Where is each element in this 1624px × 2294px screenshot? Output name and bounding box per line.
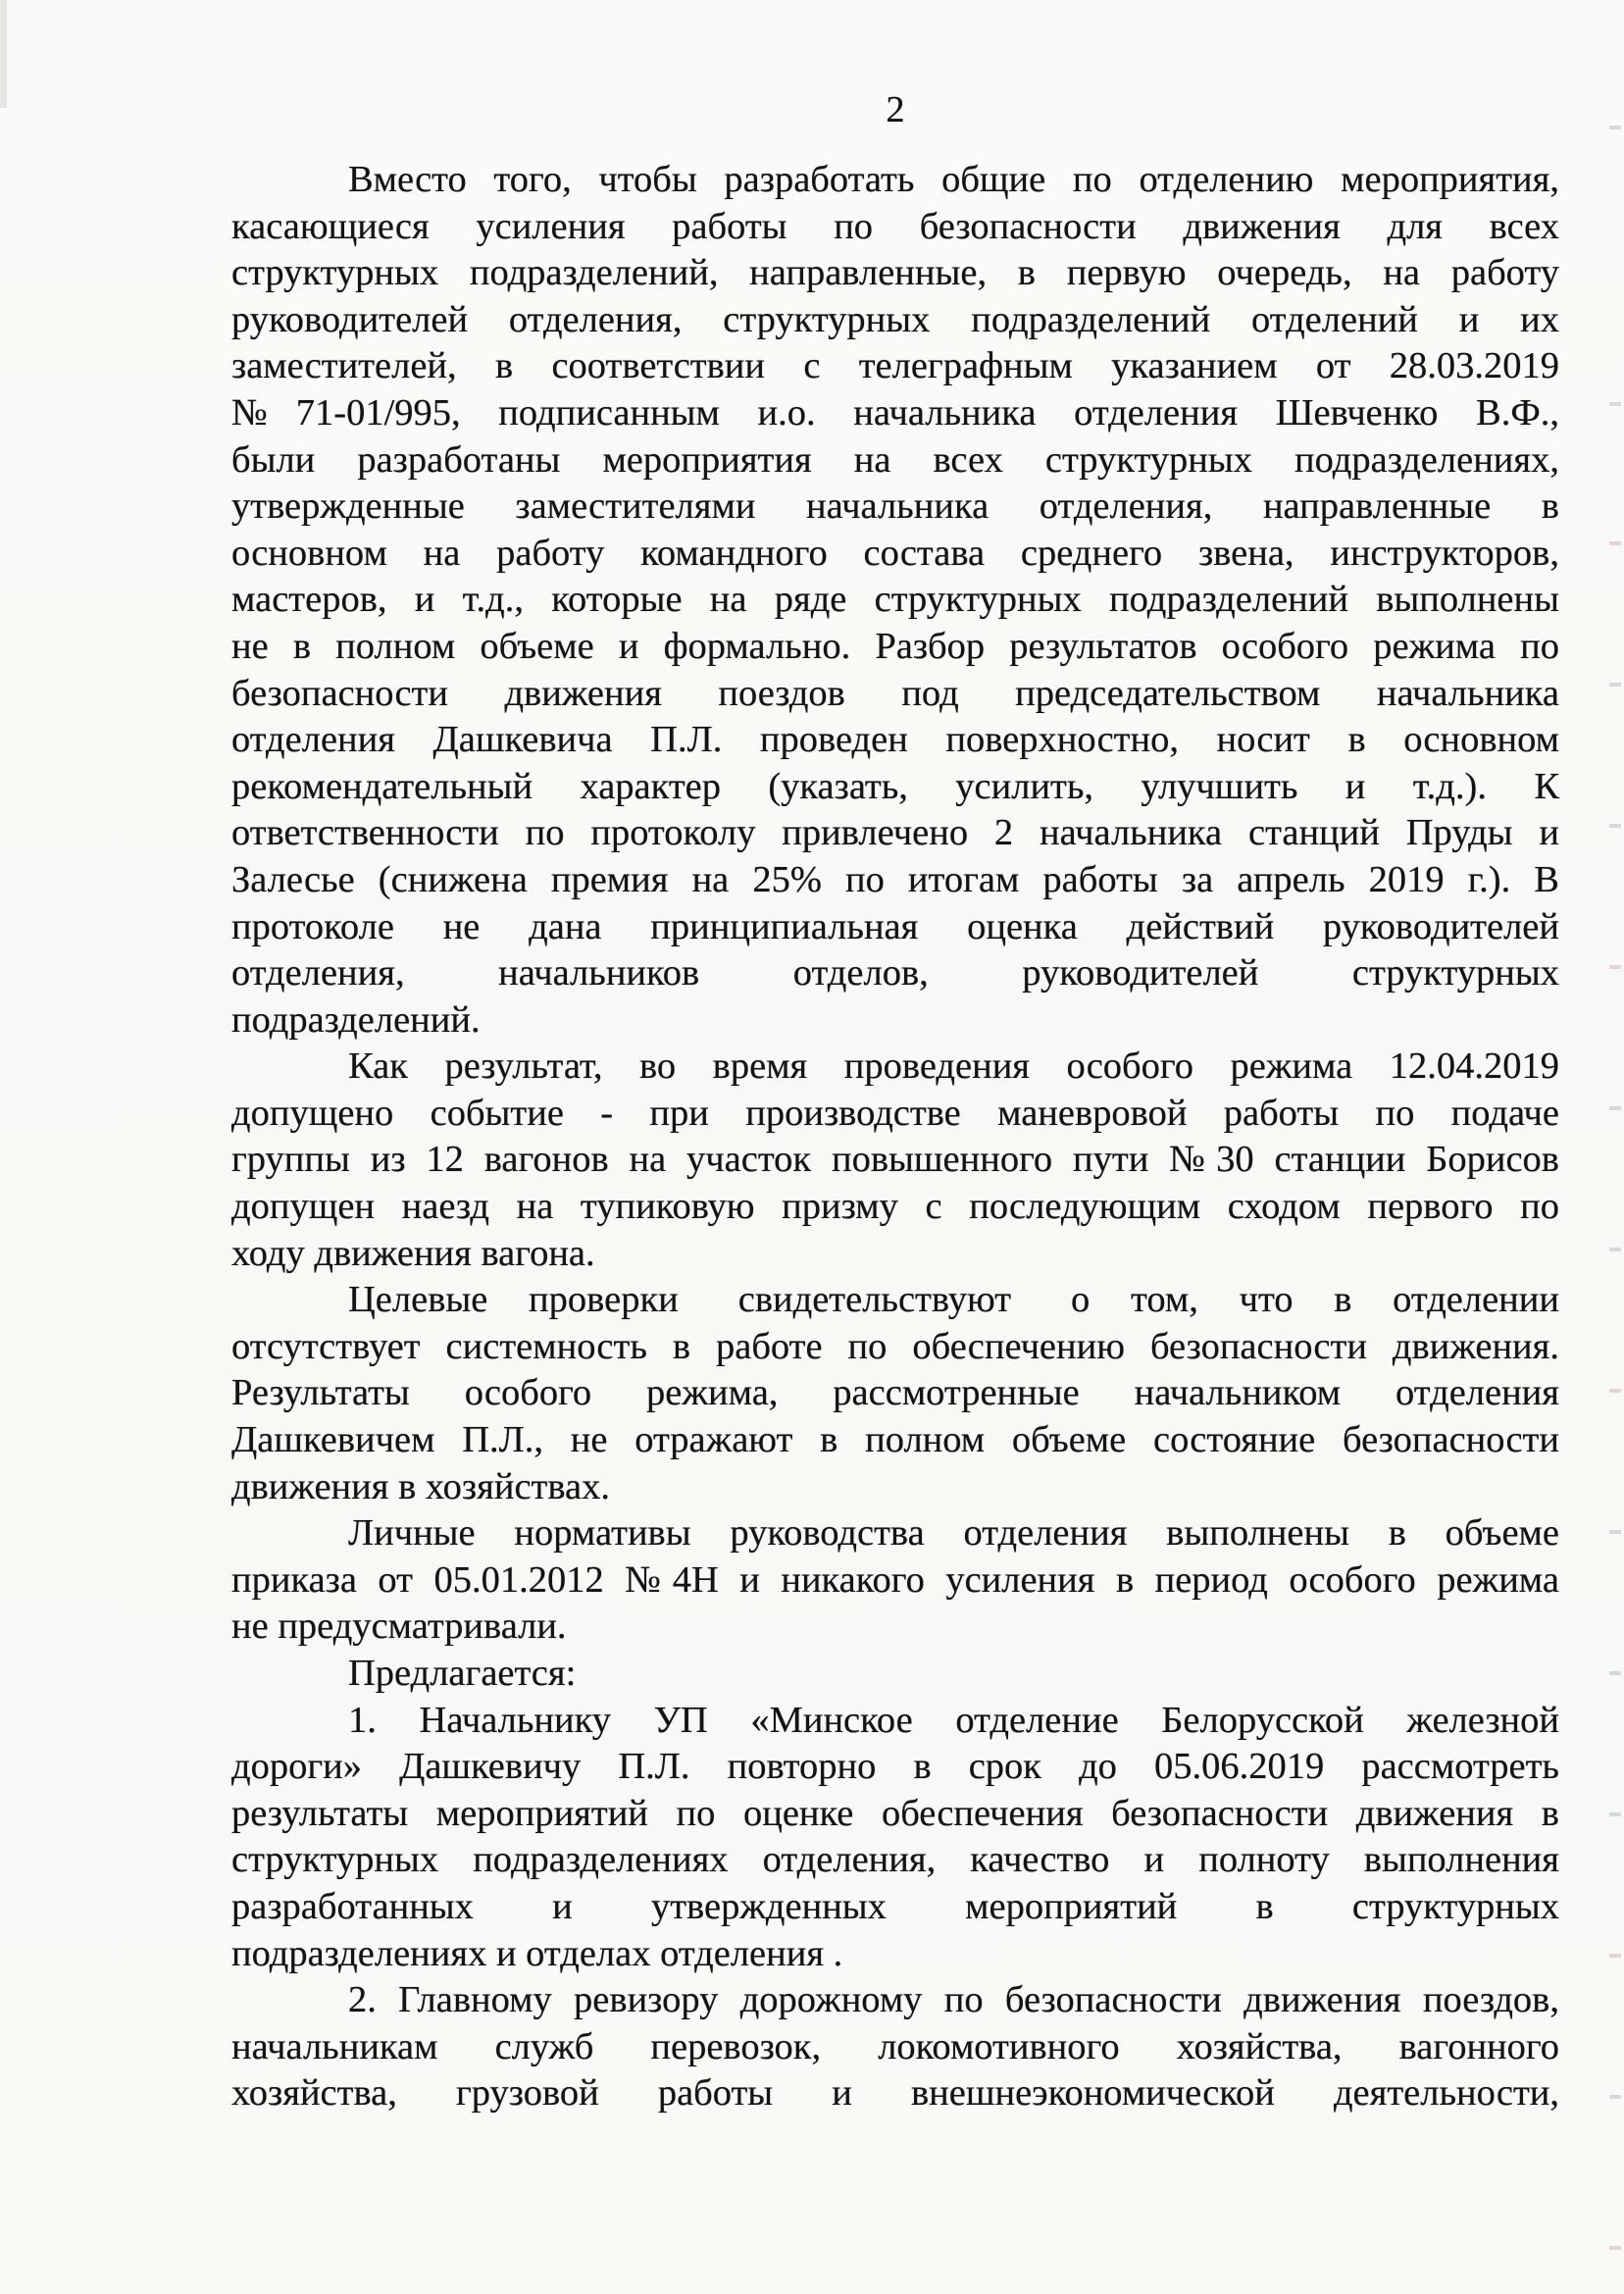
text-column	[231, 86, 1559, 2117]
paragraph	[231, 1510, 1559, 1651]
scan-tick-artifact	[1609, 1389, 1621, 1393]
paragraph	[231, 1698, 1559, 1978]
scan-tick-artifact	[1609, 1530, 1621, 1534]
text-line: касающиеся усиления работы по безопасности движения для всех	[231, 205, 1559, 247]
text-line: дороги» Дашкевичу П.Л. повторно в срок до 05.06.2019 рассмотреть	[231, 1746, 1559, 1788]
text-line: подразделений.	[231, 998, 481, 1041]
scan-tick-artifact	[1609, 1106, 1621, 1110]
text-line: разработанных и утвержденных мероприятий в структурных	[231, 1885, 1559, 1927]
text-line: протоколе не дана принципиальная оценка действий руководителей	[231, 905, 1559, 947]
text-line: ответственности по протоколу привлечено 2 начальника станций Пруды и	[231, 812, 1559, 854]
text-line: рекомендательный характер (указать, усилить, улучшить и т.д.). К	[231, 765, 1559, 807]
text-line: были разработаны мероприятия на всех структурных подразделениях,	[231, 438, 1559, 481]
text-line: отделения Дашкевича П.Л. проведен поверхностно, носит в основном	[231, 719, 1559, 761]
page-number: 2	[886, 89, 905, 130]
text-line: Результаты особого режима, рассмотренные начальником отделения	[231, 1372, 1559, 1414]
scan-tick-artifact	[1609, 683, 1621, 687]
text-line: приказа от 05.01.2012 №4Н и никакого усиления в период особого режима	[231, 1558, 1559, 1601]
paragraph	[231, 157, 1559, 1044]
text-line: №71-01/995, подписанным и.о. начальника отделения Шевченко В.Ф.,	[231, 391, 1559, 433]
paragraph	[231, 1277, 1559, 1510]
text-line: начальникам служб перевозок, локомотивного хозяйства, вагонного	[231, 2025, 1559, 2067]
paragraph	[231, 1977, 1559, 2117]
text-line: структурных подразделениях отделения, качество и полноту выполнения	[231, 1839, 1559, 1881]
text-line: безопасности движения поездов под председательством начальника	[231, 672, 1559, 714]
text-line: руководителей отделения, структурных подразделений отделений и их	[231, 298, 1559, 340]
text-line: заместителей, в соответствии с телеграфным указанием от 28.03.2019	[231, 345, 1559, 387]
scan-tick-artifact	[1609, 1671, 1621, 1675]
text-line: утвержденные заместителями начальника отделения, направленные в	[231, 485, 1559, 528]
text-line: результаты мероприятий по оценке обеспечения безопасности движения в	[231, 1792, 1559, 1834]
text-line: не предусматривали.	[231, 1606, 567, 1648]
text-line: структурных подразделений, направленные, в первую очередь, на работу	[231, 252, 1559, 294]
text-line: Личные нормативы руководства отделения выполнены в объеме	[348, 1512, 1559, 1555]
scan-tick-artifact	[1609, 2095, 1621, 2099]
text-line: Залесье (снижена премия на 25% по итогам работы за апрель 2019 г.). В	[231, 858, 1559, 900]
text-line: группы из 12 вагонов на участок повышенного пути №30 станции Борисов	[231, 1139, 1559, 1181]
text-line: Целевые проверки свидетельствуют о том, что в отделении	[348, 1279, 1559, 1321]
text-line: Предлагается:	[348, 1653, 577, 1694]
text-line: отсутствует системность в работе по обеспечению безопасности движения.	[231, 1325, 1559, 1367]
paragraph	[231, 1651, 1559, 1698]
text-line: движения в хозяйствах.	[231, 1465, 610, 1507]
text-line: основном на работу командного состава среднего звена, инструкторов,	[231, 532, 1559, 574]
text-line: Дашкевичем П.Л., не отражают в полном объеме состояние безопасности	[231, 1419, 1559, 1461]
scan-tick-artifact	[1609, 1812, 1621, 1816]
scan-tick-artifact	[1609, 2246, 1621, 2250]
text-line: не в полном объеме и формально. Разбор результатов особого режима по	[231, 625, 1559, 667]
scan-tick-artifact	[1609, 541, 1621, 545]
scan-tick-artifact	[1609, 965, 1621, 969]
scan-tick-artifact	[1609, 1248, 1621, 1251]
text-line: ходу движения вагона.	[231, 1232, 595, 1274]
text-line: 2. Главному ревизору дорожному по безопасности движения поездов,	[348, 1979, 1559, 2021]
text-line: допущен наезд на тупиковую призму с последующим сходом первого по	[231, 1186, 1559, 1228]
text-line: Как результат, во время проведения особого режима 12.04.2019	[348, 1045, 1559, 1088]
text-line: Вместо того, чтобы разработать общие по отделению мероприятия,	[348, 159, 1559, 200]
paragraph	[231, 1044, 1559, 1277]
scan-tick-artifact	[1609, 824, 1621, 828]
text-line: 1. Начальнику УП «Минское отделение Белорусской железной	[348, 1699, 1559, 1741]
scan-tick-artifact	[1609, 1954, 1621, 1958]
scan-tick-artifact	[1609, 402, 1621, 406]
text-line: отделения, начальников отделов, руководителей структурных	[231, 952, 1559, 994]
text-line: мастеров, и т.д., которые на ряде структурных подразделений выполнены	[231, 579, 1559, 621]
scan-tick-artifact	[1609, 126, 1621, 129]
text-line: подразделениях и отделах отделения .	[231, 1932, 843, 1974]
scan-streak-artifact	[0, 0, 7, 108]
text-line: хозяйства, грузовой работы и внешнеэкономической деятельности,	[231, 2072, 1559, 2115]
text-line: допущено событие - при производстве маневровой работы по подаче	[231, 1092, 1559, 1134]
